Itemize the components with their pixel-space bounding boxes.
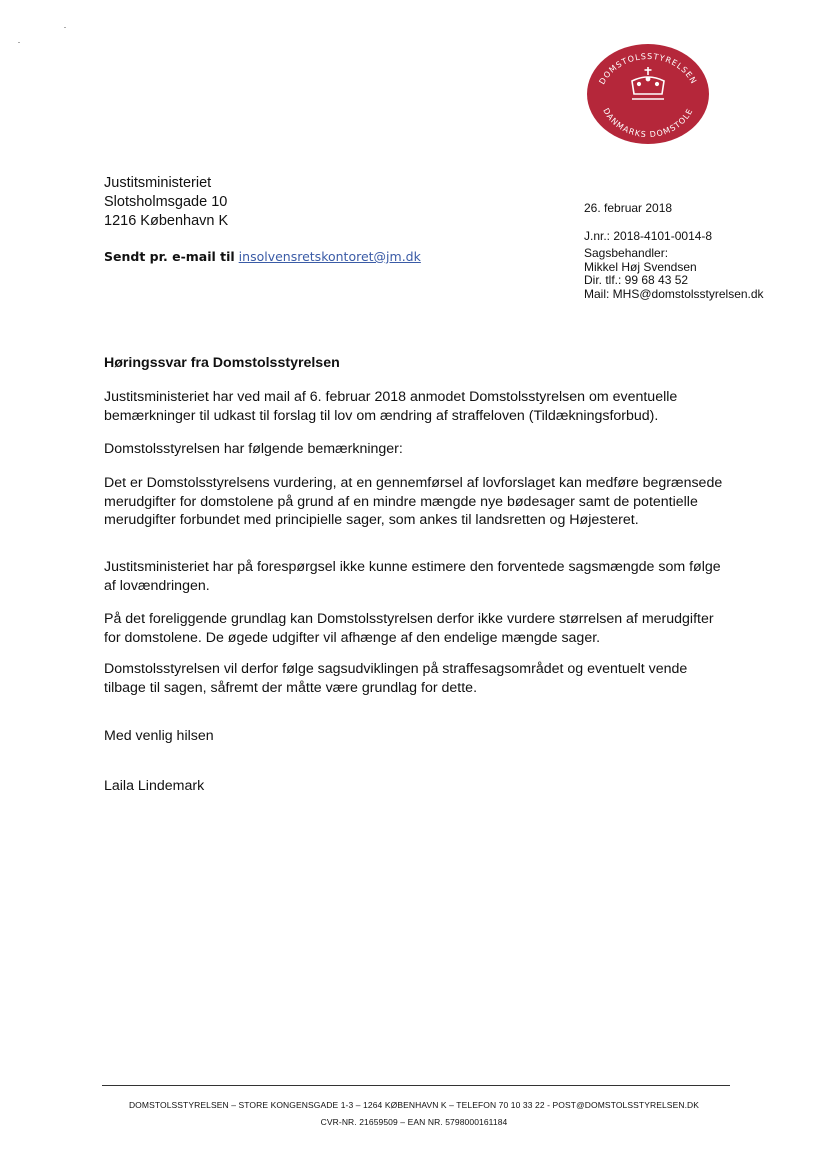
handler-label: Sagsbehandler: <box>584 246 669 260</box>
closing: Med venlig hilsen <box>104 728 214 744</box>
seal-top-text: DOMSTOLSSTYRELSEN <box>597 51 699 86</box>
recipient-email-link[interactable]: insolvensretskontoret@jm.dk <box>238 249 421 264</box>
domstolsstyrelsen-seal <box>586 43 710 145</box>
recipient-city: 1216 København K <box>104 213 229 229</box>
scan-speck <box>64 27 66 28</box>
seal-bottom-text: DANMARKS DOMSTOLE <box>601 106 695 140</box>
scan-speck <box>18 42 20 43</box>
recipient-name: Justitsministeriet <box>104 175 212 191</box>
recipient-street: Slotsholmsgade 10 <box>104 194 228 210</box>
paragraph: Domstolsstyrelsen har følgende bemærkninger: <box>104 441 403 457</box>
sent-line <box>104 249 421 264</box>
letter-date: 26. februar 2018 <box>584 201 673 215</box>
footer-address: DOMSTOLSSTYRELSEN – STORE KONGENSGADE 1-3 – 1264 KØBENHAVN K – TELEFON 70 10 33 22 - POST@DOMSTOLSSTYRELSEN.DK <box>128 1100 700 1110</box>
paragraph: Justitsministeriet har ved mail af 6. februar 2018 anmodet Domstolsstyrelsen om eventuelle bemærkninger til udkast til forslag til lov om ændring af straffeloven (Tildækningsforbud). <box>104 389 678 424</box>
footer-divider <box>102 1085 730 1086</box>
handler-name: Mikkel Høj Svendsen <box>584 259 697 274</box>
footer-registration: CVR-NR. 21659509 – EAN NR. 5798000161184 <box>320 1117 508 1127</box>
paragraph: Justitsministeriet har på forespørgsel ikke kunne estimere den forventede sagsmængde som følge af lovændringen. <box>104 559 721 594</box>
handler-mail: Mail: MHS@domstolsstyrelsen.dk <box>584 286 764 301</box>
sent-label: Sendt pr. e-mail til <box>104 249 235 264</box>
journal-number: J.nr.: 2018-4101-0014-8 <box>584 229 713 243</box>
paragraph: Det er Domstolsstyrelsens vurdering, at en gennemførsel af lovforslaget kan medføre begrænsede merudgifter for domstolene på grund af en mindre mængde nye bødesager samt de potentielle merudgifter forbundet med principielle sager, som ankes til landsretten og Højesteret. <box>104 475 723 529</box>
handler-phone: Dir. tlf.: 99 68 43 52 <box>584 273 689 287</box>
paragraph: På det foreliggende grundlag kan Domstolsstyrelsen derfor ikke vurdere størrelsen af merudgifter for domstolene. De øgede udgifter vil afhænge af den endelige mængde sager. <box>104 611 714 646</box>
signature-name: Laila Lindemark <box>104 778 205 794</box>
paragraph: Domstolsstyrelsen vil derfor følge sagsudviklingen på straffesagsområdet og eventuelt vende tilbage til sagen, såfremt der måtte være grundlag for dette. <box>104 661 688 696</box>
case-handler-block <box>584 247 764 301</box>
letter-heading: Høringssvar fra Domstolsstyrelsen <box>104 355 340 371</box>
recipient-address <box>104 174 228 231</box>
